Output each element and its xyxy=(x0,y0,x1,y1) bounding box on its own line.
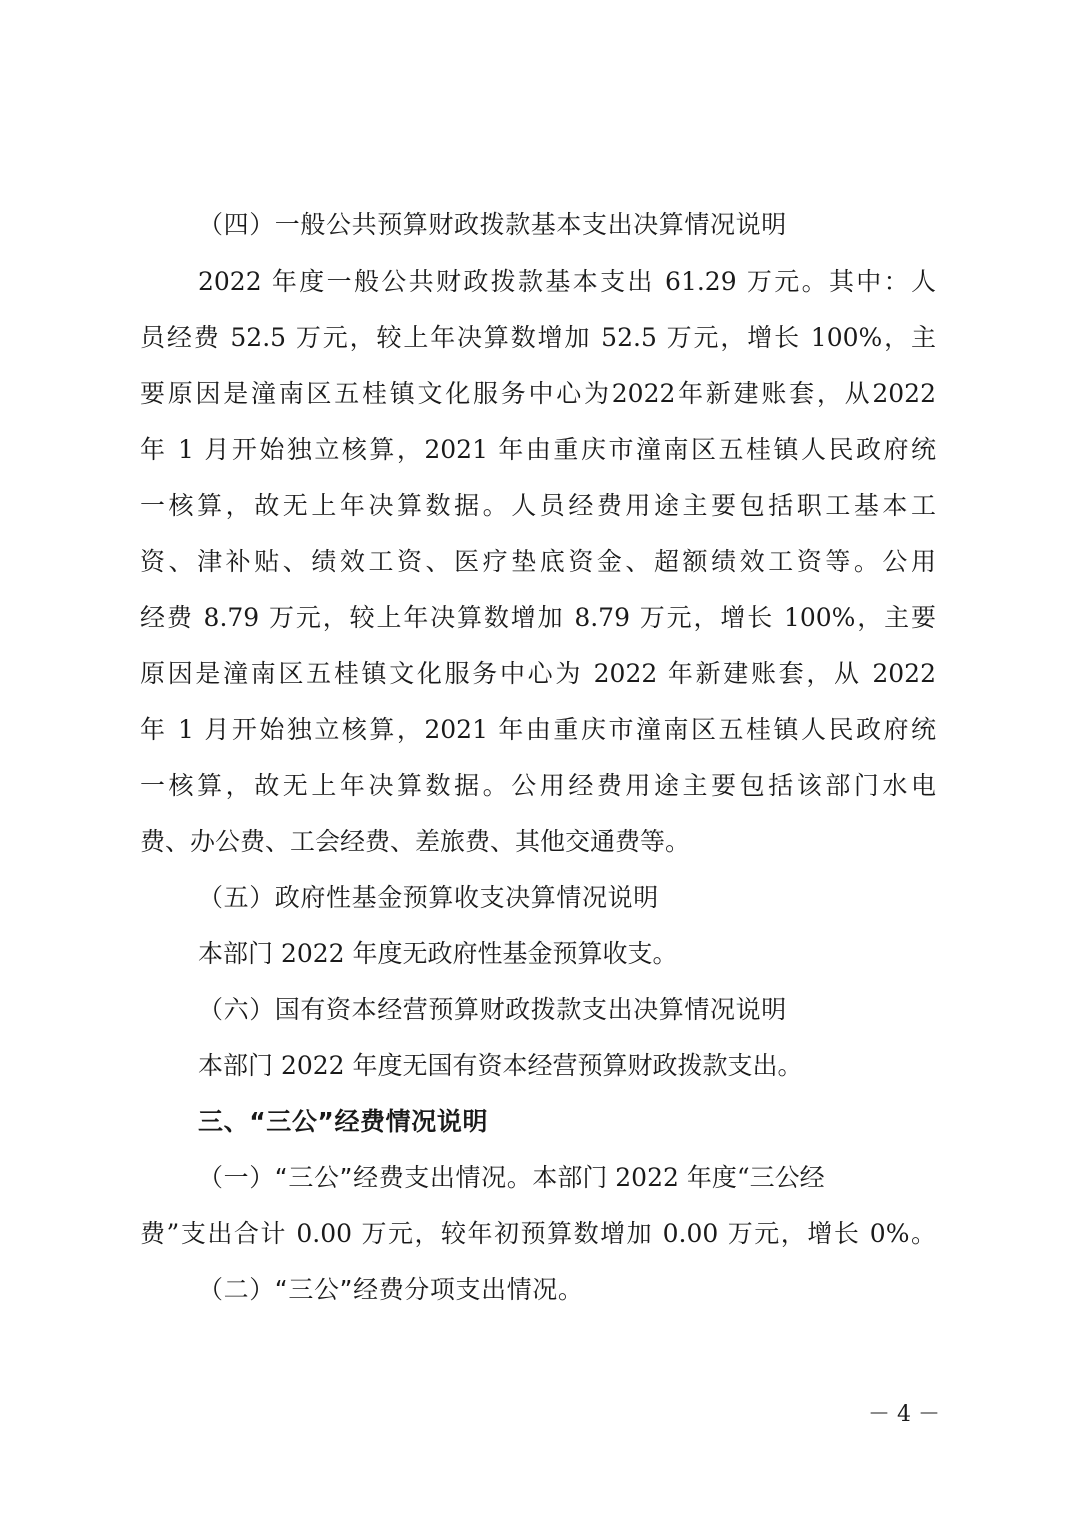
paragraph-line: 一核算，故无上年决算数据。人员经费用途主要包括职工基本工 xyxy=(140,491,936,520)
paragraph-line: 费、办公费、工会经费、差旅费、其他交通费等。 xyxy=(140,827,691,856)
paragraph-line: 本部门 2022 年度无政府性基金预算收支。 xyxy=(198,939,678,968)
paragraph-line: 2022 年度一般公共财政拨款基本支出 61.29 万元。其中：人 xyxy=(198,267,936,296)
paragraph-line: 费”支出合计 0.00 万元，较年初预算数增加 0.00 万元，增长 0%。 xyxy=(140,1219,936,1248)
page-number: － 4 － xyxy=(868,1402,940,1427)
paragraph-line-3-1 xyxy=(198,1158,936,1198)
paragraph-line: 经费 8.79 万元，较上年决算数增加 8.79 万元，增长 100%，主要 xyxy=(140,603,936,632)
paragraph-line: 要原因是潼南区五桂镇文化服务中心为2022年新建账套，从2022 xyxy=(140,379,936,408)
subsection-heading-2: （二）“三公”经费分项支出情况。 xyxy=(198,1275,584,1304)
paragraph-line: 原因是潼南区五桂镇文化服务中心为 2022 年新建账套，从 2022 xyxy=(140,659,936,688)
section-heading-6: （六）国有资本经营预算财政拨款支出决算情况说明 xyxy=(198,995,787,1024)
paragraph-line: 一核算，故无上年决算数据。公用经费用途主要包括该部门水电 xyxy=(140,771,936,800)
section-heading-4: （四）一般公共预算财政拨款基本支出决算情况说明 xyxy=(198,210,787,239)
paragraph-line: 资、津补贴、绩效工资、医疗垫底资金、超额绩效工资等。公用 xyxy=(140,547,936,576)
subsection-heading-1: （一）“三公”经费支出情况。 xyxy=(198,1163,533,1192)
paragraph-line: 年 1 月开始独立核算，2021 年由重庆市潼南区五桂镇人民政府统 xyxy=(140,715,936,744)
paragraph-line: 本部门 2022 年度无国有资本经营预算财政拨款支出。 xyxy=(198,1051,803,1080)
section-heading-5: （五）政府性基金预算收支决算情况说明 xyxy=(198,883,659,912)
paragraph-text: 本部门 2022 年度“三公经 xyxy=(532,1163,825,1192)
paragraph-line: 员经费 52.5 万元，较上年决算数增加 52.5 万元，增长 100%，主 xyxy=(140,323,936,352)
chapter-heading-3: 三、“三公”经费情况说明 xyxy=(198,1107,489,1136)
paragraph-line: 年 1 月开始独立核算，2021 年由重庆市潼南区五桂镇人民政府统 xyxy=(140,435,936,464)
